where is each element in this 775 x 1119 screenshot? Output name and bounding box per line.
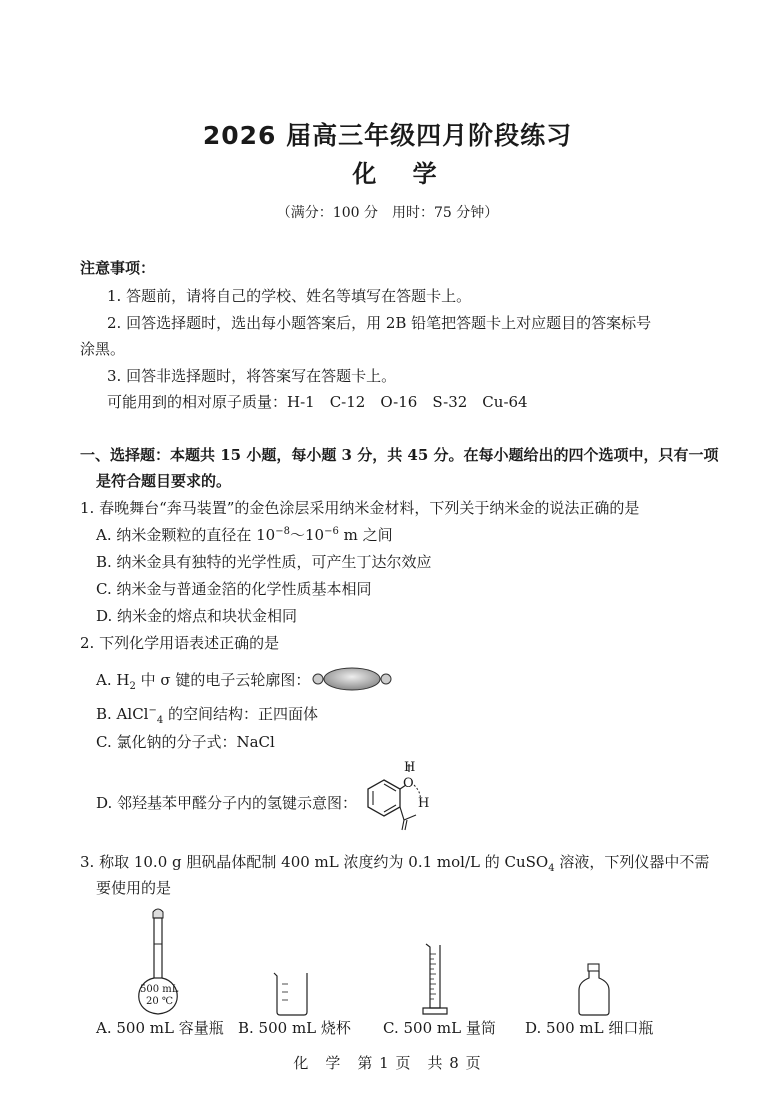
- q2-option-a: [96, 670, 310, 690]
- q2-b-sub: 4: [156, 715, 164, 726]
- q2-option-b: [96, 704, 318, 724]
- q2-option-d: D. 邻羟基苯甲醛分子内的氢键示意图：: [96, 794, 358, 812]
- q3-option-b: B. 500 mL 烧杯: [238, 1019, 351, 1037]
- page-footer: 化 学 第 1 页 共 8 页: [293, 1054, 482, 1072]
- q1-a-pre: A. 纳米金颗粒的直径在 10: [96, 526, 276, 544]
- score-time: （满分：100 分 用时：75 分钟）: [276, 205, 499, 221]
- section1-heading: 一、选择题：本题共 15 小题，每小题 3 分，共 45 分。在每小题给出的四个选项中，只有一项: [80, 446, 719, 464]
- q2-a-sub: 2: [129, 681, 136, 692]
- note-1: 1. 答题前，请将自己的学校、姓名等填写在答题卡上。: [107, 287, 472, 305]
- narrow-mouth-bottle-illustration: [576, 962, 612, 1018]
- q3-stem: [80, 852, 709, 872]
- q1-a-exp1: −8: [275, 526, 290, 537]
- beaker-illustration: [272, 970, 312, 1016]
- q1-option-c: C. 纳米金与普通金箔的化学性质基本相同: [96, 580, 372, 598]
- q3-option-d: D. 500 mL 细口瓶: [525, 1019, 654, 1037]
- q1-a-post: m 之间: [338, 526, 393, 544]
- q1-a-mid: ～10: [289, 526, 325, 544]
- sigma-bond-cloud-diagram: [312, 664, 392, 694]
- flask-label-volume: 500 mL: [140, 984, 179, 995]
- q1-option-d: D. 纳米金的熔点和块状金相同: [96, 607, 298, 625]
- q3-stem-cont: 要使用的是: [96, 879, 172, 897]
- q2-a-post: 中 σ 键的电子云轮廓图：: [135, 671, 311, 689]
- exam-title: 2026 届高三年级四月阶段练习: [202, 121, 573, 150]
- q2-option-c: C. 氯化钠的分子式：NaCl: [96, 733, 275, 751]
- section1-heading-cont: 是符合题目要求的。: [96, 472, 232, 490]
- note-2-cont: 涂黑。: [80, 340, 126, 358]
- q2-a-pre: A. H: [96, 671, 130, 689]
- notes-heading: 注意事项：: [80, 259, 156, 277]
- q3-stem-sub: 4: [548, 863, 555, 874]
- q2-b-post: 的空间结构：正四面体: [163, 705, 319, 723]
- flask-label-temp: 20 ℃: [146, 996, 174, 1007]
- note-2: 2. 回答选择题时，选出每小题答案后，用 2B 铅笔把答题卡上对应题目的答案标号: [107, 314, 652, 332]
- q3-stem-post: 溶液，下列仪器中不需: [554, 853, 710, 871]
- q1-option-a: [96, 525, 393, 545]
- q1-option-b: B. 纳米金具有独特的光学性质，可产生丁达尔效应: [96, 553, 432, 571]
- q1-stem: 1. 春晚舞台“奔马装置”的金色涂层采用纳米金材料，下列关于纳米金的说法正确的是: [80, 499, 640, 517]
- measuring-cylinder-illustration: [420, 942, 450, 1018]
- q2-b-sup: −: [148, 705, 157, 716]
- struct-o: O: [403, 776, 414, 791]
- subject-title: 化 学: [352, 159, 451, 188]
- q3-option-c: C. 500 mL 量筒: [383, 1019, 496, 1037]
- q1-a-exp2: −6: [324, 526, 339, 537]
- q2-b-pre: B. AlCl: [96, 705, 149, 723]
- q2-stem: 2. 下列化学用语表述正确的是: [80, 634, 280, 652]
- q3-option-a: A. 500 mL 容量瓶: [96, 1019, 224, 1037]
- atomic-masses: 可能用到的相对原子质量：H-1 C-12 O-16 S-32 Cu-64: [107, 393, 528, 411]
- struct-h-top: H: [404, 760, 416, 775]
- struct-h-bond: H: [418, 796, 430, 811]
- q3-stem-pre: 3. 称取 10.0 g 胆矾晶体配制 400 mL 浓度约为 0.1 mol/L 的 CuSO: [80, 853, 549, 871]
- note-3: 3. 回答非选择题时，将答案写在答题卡上。: [107, 367, 397, 385]
